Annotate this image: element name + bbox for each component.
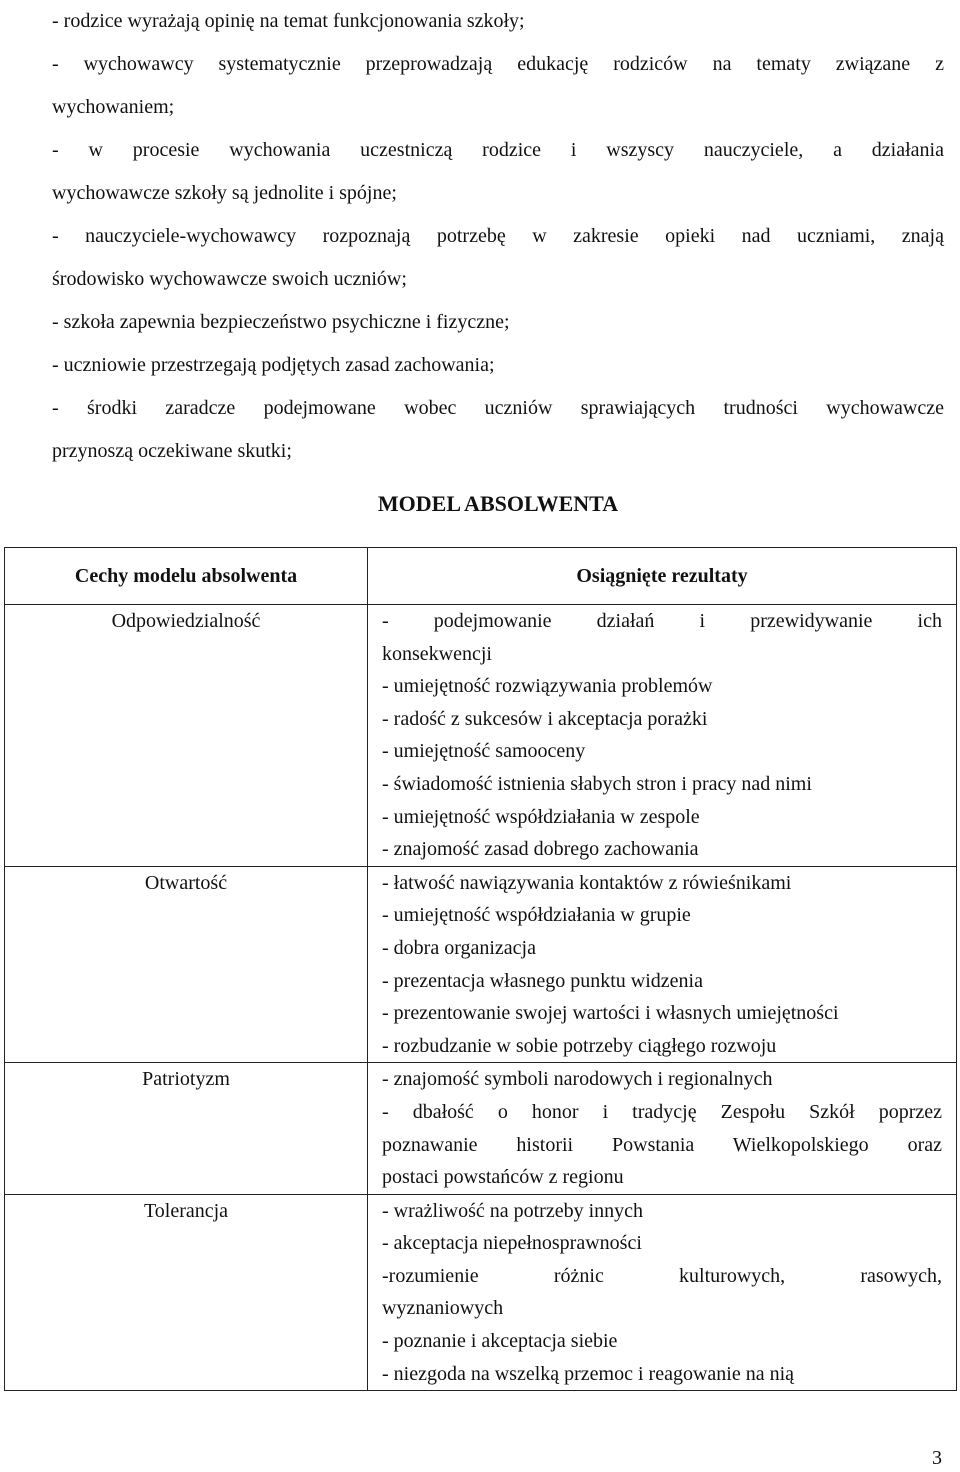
results-cell (368, 605, 957, 867)
table-row (5, 1194, 957, 1391)
results-cell (368, 1194, 957, 1391)
section-title: MODEL ABSOLWENTA (377, 491, 619, 516)
intro-line: - wychowawcy systematycznie przeprowadzają edukację rodziców na tematy związane z (52, 53, 944, 75)
result-line: - prezentacja własnego punktu widzenia (382, 969, 703, 992)
results-cell (368, 1063, 957, 1194)
header-results: Osiągnięte rezultaty (368, 548, 957, 605)
feature-cell: Odpowiedzialność (5, 605, 368, 867)
intro-line: przynoszą oczekiwane skutki; (52, 440, 292, 462)
result-line: - świadomość istnienia słabych stron i pracy nad nimi (382, 772, 812, 795)
result-line: - umiejętność współdziałania w grupie (382, 904, 691, 927)
intro-line: - w procesie wychowania uczestniczą rodzice i wszyscy nauczyciele, a działania (52, 139, 944, 161)
intro-line: - nauczyciele-wychowawcy rozpoznają potrzebę w zakresie opieki nad uczniami, znają (52, 225, 944, 247)
intro-list (52, 0, 944, 473)
result-line: - umiejętność współdziałania w zespole (382, 805, 700, 828)
result-line: - znajomość symboli narodowych i regionalnych (382, 1068, 773, 1091)
result-line: - podejmowanie działań i przewidywanie ich (382, 610, 942, 632)
result-line: - wrażliwość na potrzeby innych (382, 1199, 644, 1222)
result-line: konsekwencji (382, 642, 492, 665)
table-row (5, 605, 957, 867)
result-line: -rozumienie różnic kulturowych, rasowych, (382, 1264, 942, 1287)
result-line: - łatwość nawiązywania kontaktów z rówieśnikami (382, 871, 792, 894)
result-line: - akceptacja niepełnosprawności (382, 1232, 642, 1255)
intro-line: - rodzice wyrażają opinię na temat funkcjonowania szkoły; (52, 10, 525, 32)
table-row (5, 866, 957, 1063)
intro-line: - uczniowie przestrzegają podjętych zasad zachowania; (52, 354, 495, 376)
intro-line: wychowaniem; (52, 96, 175, 118)
intro-line: - środki zaradcze podejmowane wobec uczniów sprawiających trudności wychowawcze (52, 397, 944, 419)
result-line: - dobra organizacja (382, 936, 536, 959)
intro-line: wychowawcze szkoły są jednolite i spójne; (52, 182, 397, 204)
result-line: - dbałość o honor i tradycję Zespołu Szkół poprzez (382, 1100, 942, 1123)
result-line: poznawanie historii Powstania Wielkopolskiego oraz (382, 1133, 942, 1156)
intro-line: - szkoła zapewnia bezpieczeństwo psychiczne i fizyczne; (52, 311, 510, 333)
feature-cell: Patriotyzm (5, 1063, 368, 1194)
result-line: wyznaniowych (382, 1297, 504, 1320)
feature-cell: Tolerancja (5, 1194, 368, 1391)
result-line: - znajomość zasad dobrego zachowania (382, 838, 699, 861)
header-feature: Cechy modelu absolwenta (5, 548, 368, 605)
result-line: - niezgoda na wszelką przemoc i reagowanie na nią (382, 1362, 795, 1385)
result-line: - poznanie i akceptacja siebie (382, 1330, 618, 1353)
result-line: postaci powstańców z regionu (382, 1166, 624, 1189)
table-row (5, 1063, 957, 1194)
intro-line: środowisko wychowawcze swoich uczniów; (52, 268, 407, 290)
result-line: - radość z sukcesów i akceptacja porażki (382, 707, 708, 730)
result-line: - rozbudzanie w sobie potrzeby ciągłego rozwoju (382, 1034, 777, 1057)
result-line: - umiejętność rozwiązywania problemów (382, 675, 713, 698)
table-body (5, 605, 957, 1391)
results-cell (368, 866, 957, 1063)
page-number: 3 (932, 1447, 942, 1469)
result-line: - umiejętność samooceny (382, 740, 586, 763)
graduate-model-table (4, 547, 957, 1391)
result-line: - prezentowanie swojej wartości i własnych umiejętności (382, 1002, 839, 1025)
table-header-row (5, 548, 957, 605)
feature-cell: Otwartość (5, 866, 368, 1063)
